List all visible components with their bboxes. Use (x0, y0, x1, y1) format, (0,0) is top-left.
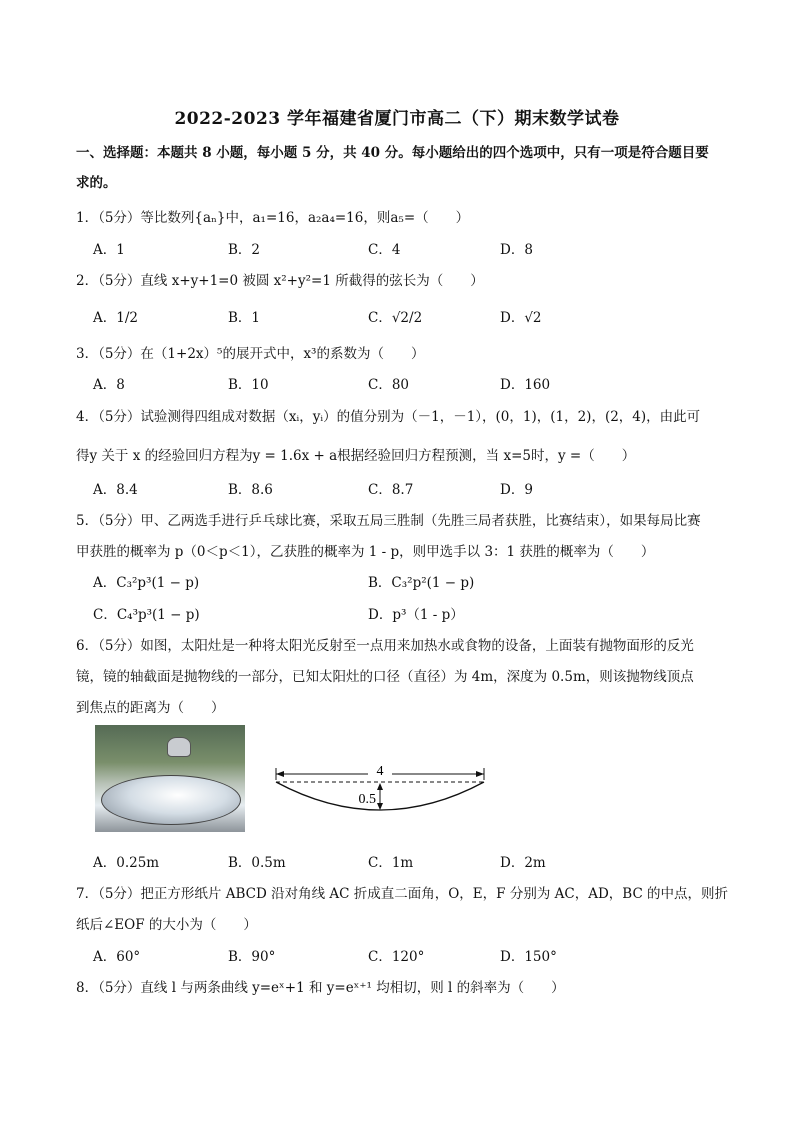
question-7-option-c[interactable]: C．120° (368, 949, 425, 965)
question-4-stem-line-2: 得y 关于 x 的经验回归方程为y = 1.6x + a根据经验回归方程预测，当 x=5时，y =（ ） (76, 448, 636, 464)
left-arrowhead (276, 771, 284, 777)
question-5-option-c[interactable]: C．C₄³p³(1 − p) (93, 607, 200, 623)
question-1-option-a[interactable]: A．1 (93, 242, 125, 258)
solar-cooker-photo (95, 725, 245, 832)
question-6-stem-line-2: 镜，镜的轴截面是抛物线的一部分，已知太阳灶的口径（直径）为 4m，深度为 0.5m，则该抛物线顶点 (76, 669, 694, 685)
question-3-option-c[interactable]: C．80 (368, 377, 410, 393)
question-4-option-b[interactable]: B．8.6 (228, 482, 273, 498)
question-6-option-c[interactable]: C．1m (368, 855, 414, 871)
reflector-dish (101, 775, 241, 825)
depth-label: 0.5 (358, 792, 376, 807)
question-2-option-d[interactable]: D．√2 (500, 310, 542, 326)
exam-title: 2022-2023 学年福建省厦门市高二（下）期末数学试卷 (174, 109, 620, 129)
question-1-option-b[interactable]: B．2 (228, 242, 261, 258)
question-5-option-d[interactable]: D．p³（1 - p） (368, 607, 464, 623)
right-arrowhead (476, 771, 484, 777)
question-5-stem-line-2: 甲获胜的概率为 p（0＜p＜1），乙获胜的概率为 1 - p，则甲选手以 3：1 获胜的概率为（ ） (76, 544, 655, 560)
width-label: 4 (376, 764, 384, 779)
question-1-stem: 1．（5分）等比数列{aₙ}中，a₁=16，a₂a₄=16，则a₅=（ ） (76, 210, 470, 226)
question-2-option-b[interactable]: B．1 (228, 310, 261, 326)
question-6-option-b[interactable]: B．0.5m (228, 855, 286, 871)
question-1-option-d[interactable]: D．8 (500, 242, 533, 258)
question-7-option-b[interactable]: B．90° (228, 949, 276, 965)
question-6-stem-line-1: 6．（5分）如图，太阳灶是一种将太阳光反射至一点用来加热水或食物的设备，上面装有抛物面形的反光 (76, 638, 694, 654)
question-3-stem: 3．（5分）在（1+2x）⁵的展开式中，x³的系数为（ ） (76, 346, 425, 362)
question-5-option-a[interactable]: A．C₃²p³(1 − p) (93, 575, 200, 591)
question-5-stem-line-1: 5．（5分）甲、乙两选手进行乒乓球比赛，采取五局三胜制（先胜三局者获胜，比赛结束），如果每局比赛 (76, 513, 701, 529)
question-7-option-d[interactable]: D．150° (500, 949, 557, 965)
question-6-stem-line-3: 到焦点的距离为（ ） (76, 700, 225, 716)
section-heading-line-1: 一、选择题：本题共 8 小题，每小题 5 分，共 40 分。每小题给出的四个选项中，只有一项是符合题目要 (76, 145, 709, 161)
question-2-stem: 2．（5分）直线 x+y+1=0 被圆 x²+y²=1 所截得的弦长为（ ） (76, 273, 484, 289)
question-5-option-b[interactable]: B．C₃²p²(1 − p) (368, 575, 475, 591)
question-2-option-c[interactable]: C．√2/2 (368, 310, 423, 326)
question-8-stem: 8．（5分）直线 l 与两条曲线 y=eˣ+1 和 y=eˣ⁺¹ 均相切，则 l 的斜率为（ ） (76, 980, 565, 996)
question-3-option-b[interactable]: B．10 (228, 377, 269, 393)
question-3-option-a[interactable]: A．8 (93, 377, 125, 393)
question-6-option-d[interactable]: D．2m (500, 855, 546, 871)
question-4-option-c[interactable]: C．8.7 (368, 482, 414, 498)
kettle (167, 737, 191, 757)
question-2-option-a[interactable]: A．1/2 (93, 310, 138, 326)
question-7-stem-line-2: 纸后∠EOF 的大小为（ ） (76, 917, 257, 933)
question-1-option-c[interactable]: C．4 (368, 242, 401, 258)
question-7-option-a[interactable]: A．60° (93, 949, 141, 965)
question-4-option-d[interactable]: D．9 (500, 482, 533, 498)
question-4-option-a[interactable]: A．8.4 (93, 482, 138, 498)
section-heading-line-2: 求的。 (76, 175, 117, 191)
depth-top-arrowhead (377, 783, 383, 790)
section-heading (76, 138, 726, 198)
question-3-option-d[interactable]: D．160 (500, 377, 551, 393)
depth-bottom-arrowhead (377, 803, 383, 810)
question-7-stem-line-1: 7．（5分）把正方形纸片 ABCD 沿对角线 AC 折成直二面角，O，E，F 分别为 AC，AD，BC 的中点，则折 (76, 886, 729, 902)
question-6-option-a[interactable]: A．0.25m (93, 855, 160, 871)
parabola-cross-section-diagram (270, 760, 490, 820)
question-4-stem-line-1: 4．（5分）试验测得四组成对数据（xᵢ，yᵢ）的值分别为（－1，－1），(0，1)，(1，2)，(2，4)，由此可 (76, 409, 701, 425)
